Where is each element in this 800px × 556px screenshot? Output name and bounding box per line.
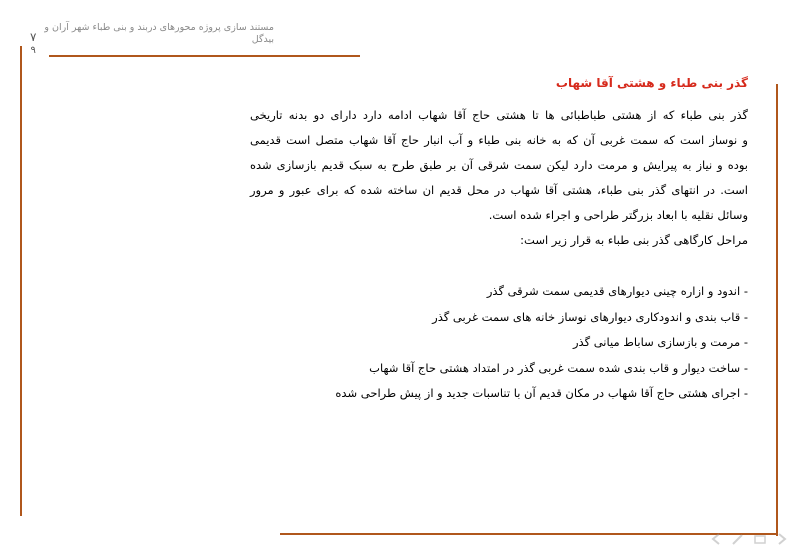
header-caption: مستند سازی پروژه محورهای دربند و بنی طباء شهر آران و بیدگل bbox=[44, 22, 274, 45]
back-arrow-icon[interactable] bbox=[708, 531, 724, 547]
page-number-total: ۹ bbox=[30, 45, 36, 56]
paragraph-line: گذر بنی طباء که از هشتی طباطبائی ها تا هشتی حاج آقا شهاب ادامه دارد دارای دو بدنه تاریخی bbox=[250, 108, 748, 122]
slide-nav-controls bbox=[708, 530, 790, 548]
page-number-current: ۷ bbox=[30, 30, 37, 44]
section-title: گذر بنی طباء و هشتی آقا شهاب bbox=[555, 76, 748, 90]
steps-list bbox=[250, 279, 748, 407]
pen-icon[interactable] bbox=[730, 531, 746, 547]
list-item: - مرمت و بازسازی ساباط میانی گذر bbox=[572, 335, 748, 349]
list-item: - ساخت دیوار و قاب بندی شده سمت غربی گذر در امتداد هشتی حاج آقا شهاب bbox=[369, 360, 748, 375]
right-rule bbox=[776, 84, 778, 536]
list-item: - قاب بندی و اندودکاری دیوارهای نوساز خانه های سمت غربی گذر bbox=[432, 309, 748, 324]
list-item: - اندود و ازاره چینی دیوارهای قدیمی سمت شرقی گذر bbox=[486, 284, 748, 298]
bottom-rule bbox=[280, 533, 778, 535]
blank-line bbox=[250, 253, 748, 279]
left-rule bbox=[20, 46, 22, 516]
menu-icon[interactable] bbox=[752, 531, 768, 547]
paragraph-line: است. در انتهای گذر بنی طباء، هشتی آقا شهاب در محل قدیم ان ساخته شده که برای عبور و مرور bbox=[250, 183, 748, 197]
section-paragraph bbox=[250, 103, 748, 253]
top-rule bbox=[49, 55, 360, 57]
paragraph-line: وسائل نقلیه با ابعاد بزرگتر طراحی و اجراء شده است. bbox=[488, 208, 748, 222]
forward-arrow-icon[interactable] bbox=[774, 531, 790, 547]
page-number bbox=[30, 30, 36, 58]
paragraph-line: مراحل کارگاهی گذر بنی طباء به قرار زیر است: bbox=[520, 233, 748, 247]
list-item: - اجرای هشتی حاج آقا شهاب در مکان قدیم آن با تناسبات جدید و از پیش طراحی شده bbox=[335, 386, 748, 400]
paragraph-line: و نوساز است که سمت غربی آن که به خانه بنی طباء و آب انبار حاج آقا شهاب متصل است قدیمی bbox=[250, 133, 748, 147]
section-content bbox=[250, 73, 748, 407]
paragraph-line: بوده و نیاز به پیرایش و مرمت دارد لیکن سمت شرقی آن بر طبق طرح به سبک قدیم بازسازی شده bbox=[250, 158, 748, 172]
